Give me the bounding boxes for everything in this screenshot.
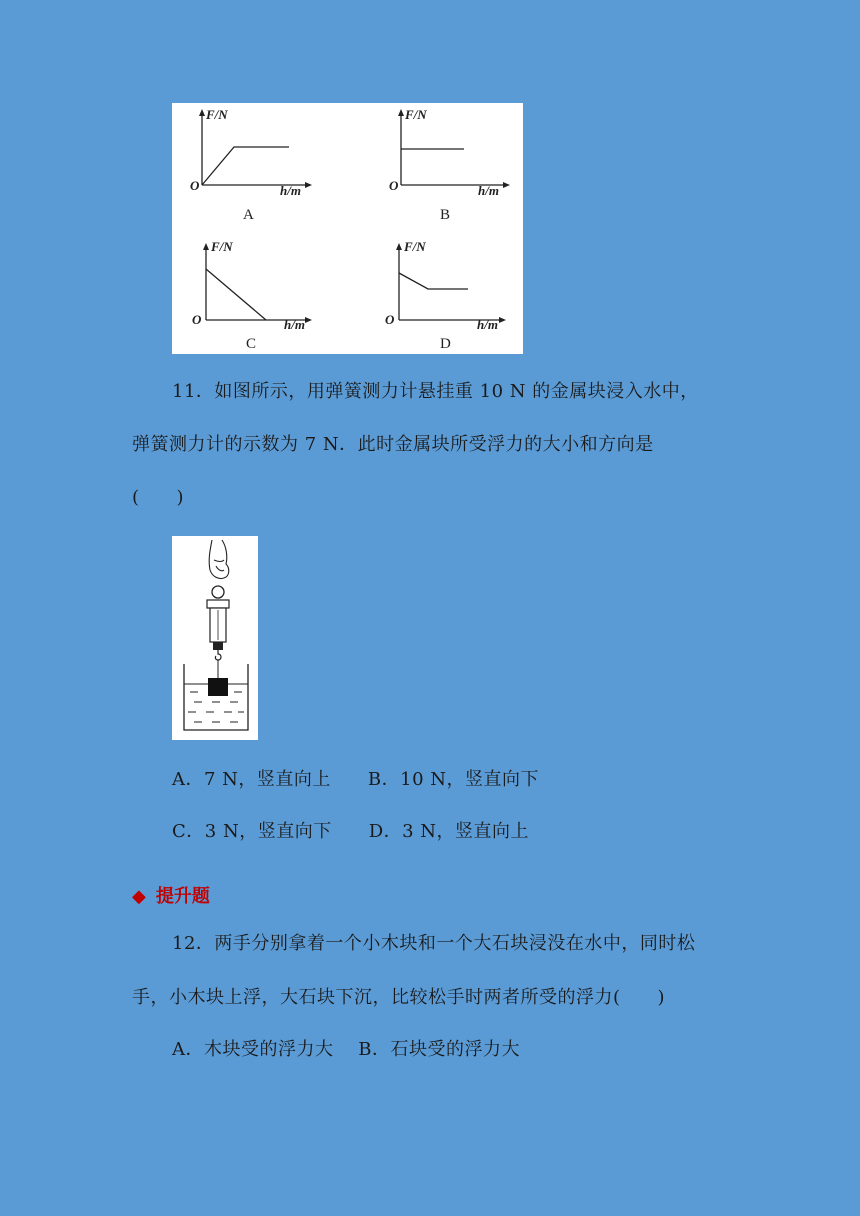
graph-a-y-label: F/N [206, 107, 228, 122]
metal-block [208, 678, 228, 696]
q11-line-1: 11．如图所示，用弹簧测力计悬挂重 10 N 的金属块浸入水中， [172, 381, 699, 402]
graph-c [192, 239, 312, 352]
graph-c-origin: O [192, 312, 202, 327]
graph-d [385, 239, 506, 352]
graph-d-x-label: h/m [477, 317, 498, 332]
section-title: 提升题 [155, 886, 210, 907]
graph-a-x-label: h/m [280, 183, 301, 198]
q12-line-2: 手，小木块上浮，大石块下沉，比较松手时两者所受的浮力( ) [132, 987, 666, 1008]
spring-scale-figure [172, 536, 258, 740]
hook-icon [215, 650, 221, 660]
graph-a [190, 107, 312, 223]
graph-c-y-label: F/N [211, 239, 233, 254]
graph-b-y-label: F/N [405, 107, 427, 122]
graph-d-y-label: F/N [404, 239, 426, 254]
hand-icon [209, 540, 229, 579]
section-heading [132, 882, 210, 908]
q12-line-1: 12．两手分别拿着一个小木块和一个大石块浸没在水中，同时松 [172, 933, 696, 954]
q11-options-row-1: A．7 N，竖直向上 B．10 N，竖直向下 [172, 769, 540, 790]
q11-options-row-2: C．3 N，竖直向下 D．3 N，竖直向上 [172, 821, 530, 842]
beaker [184, 664, 248, 730]
graph-b [389, 107, 510, 223]
graph-a-origin: O [190, 178, 200, 193]
diamond-icon: ◆ [132, 886, 146, 907]
graph-b-option-label: B [440, 207, 451, 223]
ring-icon [212, 586, 224, 598]
graph-c-option-label: C [246, 336, 257, 352]
graph-b-origin: O [389, 178, 399, 193]
graph-d-origin: O [385, 312, 395, 327]
graph-d-option-label: D [440, 336, 451, 352]
graph-a-option-label: A [243, 207, 254, 223]
graphs-svg [172, 103, 523, 354]
q11-line-2: 弹簧测力计的示数为 7 N．此时金属块所受浮力的大小和方向是 [132, 434, 654, 455]
spring-scale-svg [172, 536, 258, 740]
water-dashes [188, 692, 244, 722]
force-depth-graphs-figure [172, 103, 523, 354]
q11-line-3: ( ) [132, 487, 185, 508]
graph-c-x-label: h/m [284, 317, 305, 332]
q12-options-row: A．木块受的浮力大 B．石块受的浮力大 [172, 1039, 520, 1060]
graph-b-x-label: h/m [478, 183, 499, 198]
